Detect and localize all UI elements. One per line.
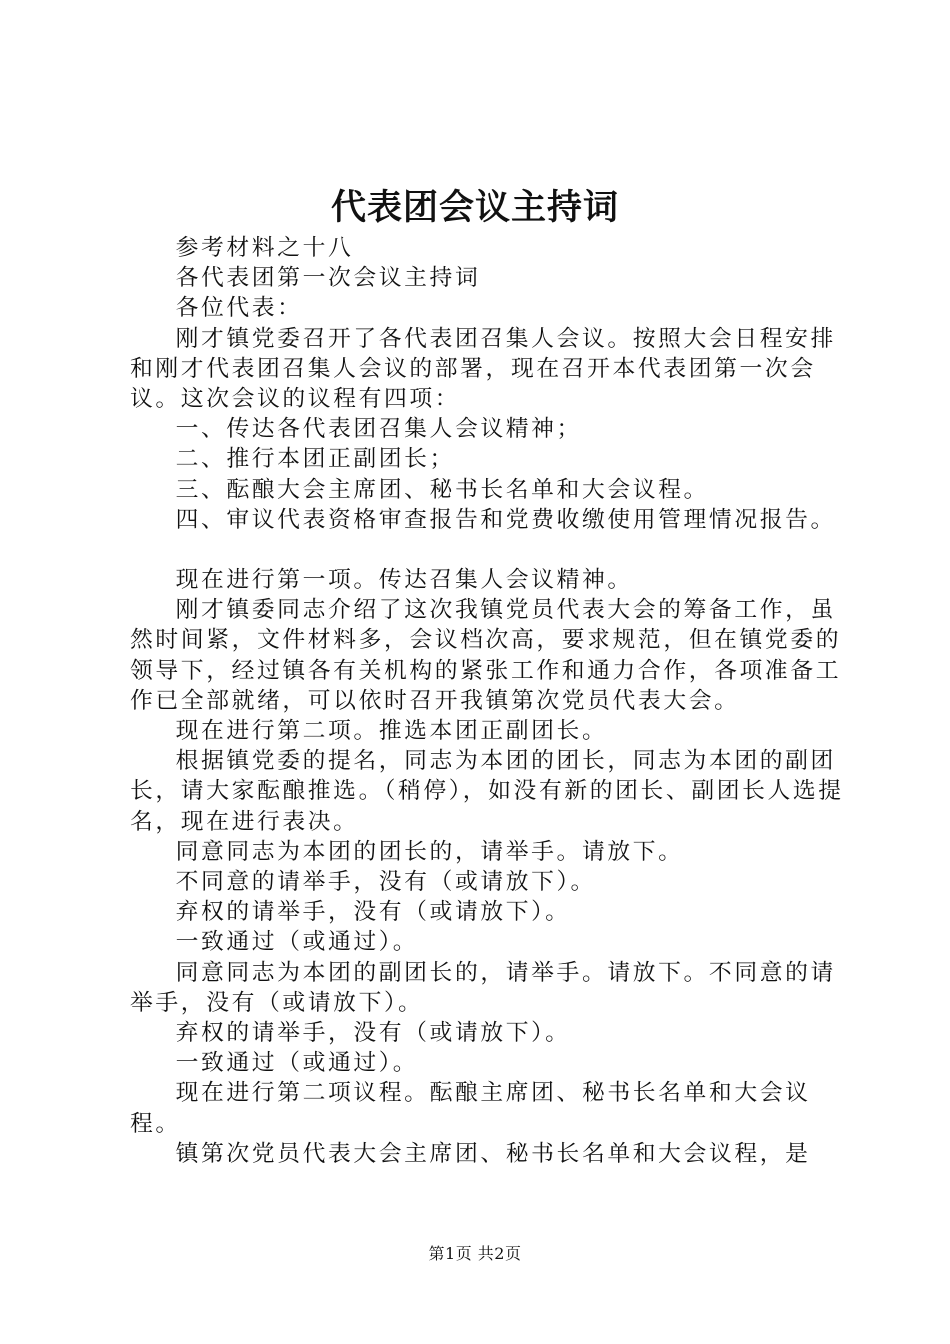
paragraph: 同意同志为本团的副团长的，请举手。请放下。不同意的请举手，没有（或请放下）。 <box>130 959 836 1016</box>
paragraph: 各代表团第一次会议主持词 <box>175 265 481 292</box>
paragraph: 一致通过（或通过）。 <box>175 929 419 956</box>
paragraph: 不同意的请举手，没有（或请放下）。 <box>175 869 596 896</box>
paragraph: 现在进行第二项。推选本团正副团长。 <box>175 718 608 745</box>
paragraph: 刚才镇党委召开了各代表团召集人会议。按照大会日程安排和刚才代表团召集人会议的部署，现在召开本代表团第一次会议。这次会议的议程有四项： <box>130 325 836 413</box>
paragraph: 镇第次党员代表大会主席团、秘书长名单和大会议程，是 <box>175 1140 811 1167</box>
agenda-item: 三、酝酿大会主席团、秘书长名单和大会议程。 <box>175 476 709 503</box>
agenda-item: 二、推行本团正副团长； <box>175 446 455 473</box>
paragraph: 各位代表： <box>175 295 303 322</box>
agenda-item: 四、审议代表资格审查报告和党费收缴使用管理情况报告。 <box>175 506 836 533</box>
paragraph: 弃权的请举手，没有（或请放下）。 <box>175 899 571 926</box>
paragraph: 弃权的请举手，没有（或请放下）。 <box>175 1020 571 1047</box>
paragraph: 现在进行第一项。传达召集人会议精神。 <box>175 567 633 594</box>
paragraph: 一致通过（或通过）。 <box>175 1050 419 1077</box>
document-body <box>130 233 850 1169</box>
document-title: 代表团会议主持词 <box>330 187 619 228</box>
paragraph: 现在进行第二项议程。酝酿主席团、秘书长名单和大会议程。 <box>130 1080 811 1137</box>
paragraph: 刚才镇委同志介绍了这次我镇党员代表大会的筹备工作，虽然时间紧，文件材料多，会议档次高，要求规范，但在镇党委的领导下，经过镇各有关机构的紧张工作和通力合作，各项准备工作已全部就绪，可以依时召开我镇第次党员代表大会。 <box>130 597 842 714</box>
page-footer: 第1页 共2页 <box>428 1244 522 1263</box>
paragraph: 根据镇党委的提名，同志为本团的团长，同志为本团的副团长，请大家酝酿推选。（稍停），如没有新的团长、副团长人选提名，现在进行表决。 <box>130 748 844 835</box>
agenda-item: 一、传达各代表团召集人会议精神； <box>175 416 582 443</box>
paragraph: 同意同志为本团的团长的，请举手。请放下。 <box>175 838 684 865</box>
paragraph: 参考材料之十八 <box>175 235 354 261</box>
